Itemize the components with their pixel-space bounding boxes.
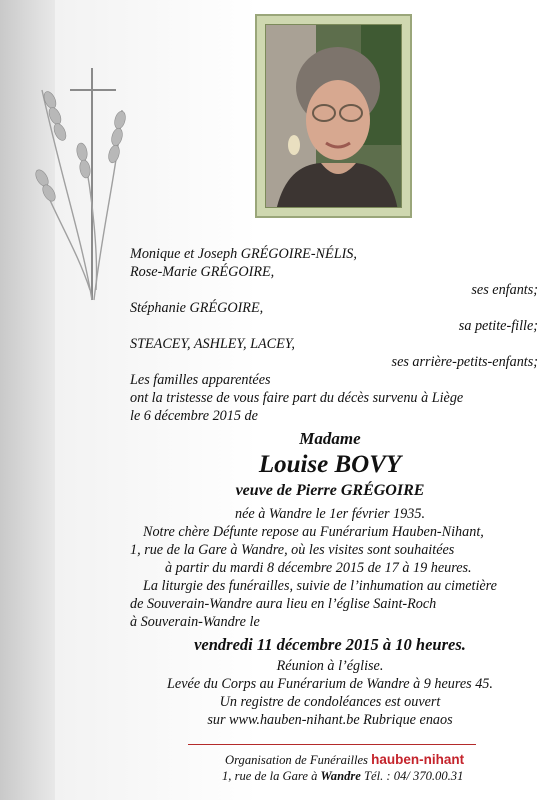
meeting-info: Réunion à l’église. xyxy=(276,658,384,674)
family-line-2: Rose-Marie GRÉGOIRE, xyxy=(130,264,275,280)
rest-line-3: à partir du mardi 8 décembre 2015 de 17 à 19 heures. xyxy=(165,560,472,576)
footer-address-town: Wandre xyxy=(320,769,361,783)
footer-address-prefix: 1, rue de la Gare à xyxy=(222,769,318,783)
family-role-granddaughter: sa petite-fille; xyxy=(458,318,538,334)
rest-line-1: Notre chère Défunte repose au Funérarium Hauben-Nihant, xyxy=(143,524,484,540)
family-line-1: Monique et Joseph GRÉGOIRE-NÉLIS, xyxy=(130,246,357,262)
family-role-children: ses enfants; xyxy=(471,282,538,298)
portrait-photo xyxy=(265,24,402,208)
footer-organisation xyxy=(225,753,464,767)
announcement-line-2: ont la tristesse de vous faire part du décès survenu à Liège xyxy=(130,390,464,406)
cross-wheat-icon xyxy=(22,60,132,310)
deceased-title: Madame xyxy=(299,429,361,448)
levee-info: Levée du Corps au Funérarium de Wandre à 9 heures 45. xyxy=(167,676,493,692)
footer-phone: Tél. : 04/ 370.00.31 xyxy=(364,769,464,783)
family-line-4: STEACEY, ASHLEY, LACEY, xyxy=(130,336,295,352)
announcement-line-1: Les familles apparentées xyxy=(130,372,271,388)
footer-address xyxy=(222,770,463,783)
register-line-1: Un registre de condoléances est ouvert xyxy=(219,694,441,710)
family-role-great-grandchildren: ses arrière-petits-enfants; xyxy=(391,354,538,370)
deceased-widow-of: veuve de Pierre GRÉGOIRE xyxy=(235,482,425,499)
portrait-frame xyxy=(255,14,412,218)
rest-line-2: 1, rue de la Gare à Wandre, où les visites sont souhaitées xyxy=(130,542,455,558)
announcement-line-3: le 6 décembre 2015 de xyxy=(130,408,258,424)
footer-org-prefix: Organisation de Funérailles xyxy=(225,753,368,767)
birth-info: née à Wandre le 1er février 1935. xyxy=(234,506,426,522)
family-line-3: Stéphanie GRÉGOIRE, xyxy=(130,300,264,316)
register-line-2: sur www.hauben-nihant.be Rubrique enaos xyxy=(207,712,453,728)
funeral-line-3: à Souverain-Wandre le xyxy=(130,614,260,630)
funeral-date: vendredi 11 décembre 2015 à 10 heures. xyxy=(194,635,466,654)
funeral-line-1: La liturgie des funérailles, suivie de l’inhumation au cimetière xyxy=(143,578,497,594)
deceased-name: Louise BOVY xyxy=(258,451,402,478)
footer-divider xyxy=(188,744,476,745)
brand-logo-text: hauben-nihant xyxy=(371,752,465,767)
funeral-line-2: de Souverain-Wandre aura lieu en l’église Saint-Roch xyxy=(130,596,437,612)
